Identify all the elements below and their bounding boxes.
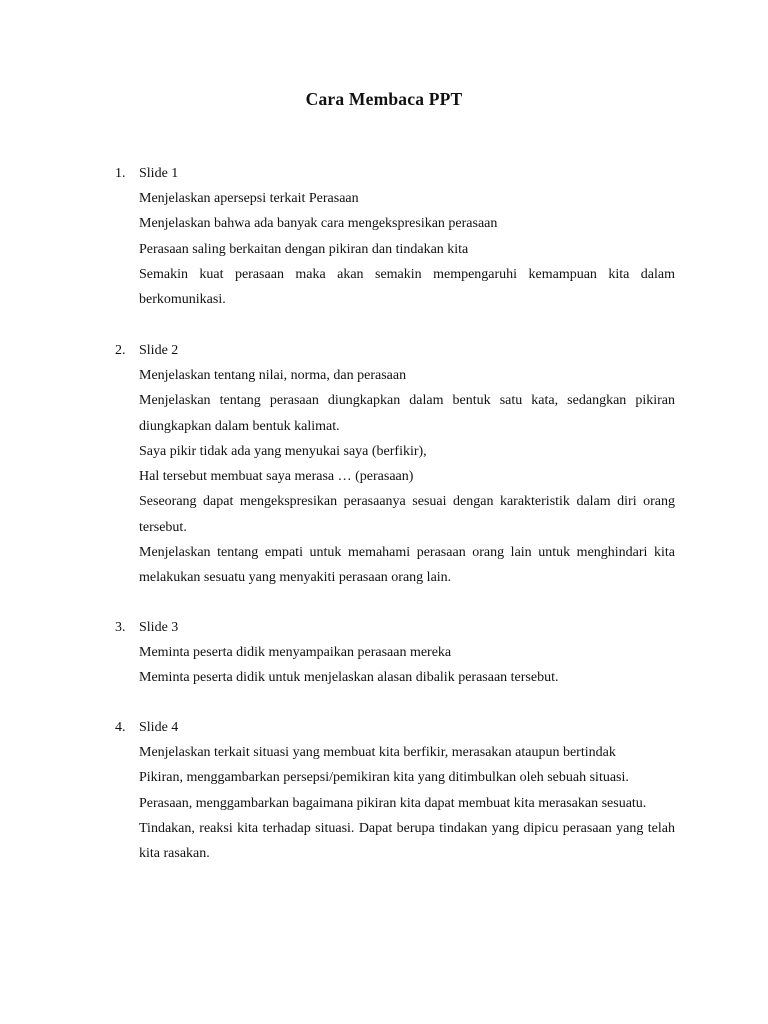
- list-item-label: Slide 4: [139, 720, 179, 735]
- paragraph: Perasaan, menggambarkan bagaimana pikiran kita dapat membuat kita merasakan sesuatu.: [139, 795, 647, 811]
- list-item-number: 4.: [115, 720, 126, 735]
- list-item-header: [115, 715, 675, 740]
- paragraph: Pikiran, menggambarkan persepsi/pemikiran kita yang ditimbulkan oleh sebuah situasi.: [139, 770, 629, 786]
- list-item-header: [115, 161, 675, 186]
- paragraph: Seseorang dapat mengekspresikan perasaanya sesuai dengan karakteristik dalam diri orang tersebut.: [139, 494, 675, 535]
- list-item-slide-3: [115, 615, 675, 691]
- list-item-slide-1: [115, 161, 675, 312]
- list-item-label: Slide 2: [139, 343, 179, 358]
- document-title: Cara Membaca PPT: [305, 89, 463, 109]
- list-item-number: 2.: [115, 343, 126, 358]
- paragraph: Menjelaskan tentang nilai, norma, dan perasaan: [139, 368, 407, 383]
- paragraph: Saya pikir tidak ada yang menyukai saya (berfikir),: [139, 443, 427, 459]
- paragraph: Semakin kuat perasaan maka akan semakin mempengaruhi kemampuan kita dalam berkomunikasi.: [139, 266, 675, 308]
- list-item-slide-2: [115, 338, 675, 591]
- paragraph: Hal tersebut membuat saya merasa … (perasaan): [139, 469, 414, 485]
- list-item-label: Slide 1: [139, 166, 179, 181]
- paragraph: Perasaan saling berkaitan dengan pikiran dan tindakan kita: [139, 241, 469, 257]
- paragraph: Meminta peserta didik untuk menjelaskan alasan dibalik perasaan tersebut.: [139, 670, 559, 686]
- paragraph: Menjelaskan bahwa ada banyak cara mengekspresikan perasaan: [139, 216, 498, 232]
- paragraph: Menjelaskan apersepsi terkait Perasaan: [139, 191, 359, 206]
- paragraph: Menjelaskan tentang perasaan diungkapkan dalam bentuk satu kata, sedangkan pikiran diungkapkan dalam bentuk kalimat.: [139, 393, 675, 434]
- list-item-number: 1.: [115, 166, 126, 181]
- list-item-slide-4: [115, 715, 675, 866]
- list-item-label: Slide 3: [139, 620, 179, 635]
- list-item-header: [115, 338, 675, 363]
- paragraph: Tindakan, reaksi kita terhadap situasi. Dapat berupa tindakan yang dipicu perasaan yang telah kita rasakan.: [139, 820, 675, 862]
- paragraph: Meminta peserta didik menyampaikan perasaan mereka: [139, 645, 452, 660]
- list-item-number: 3.: [115, 620, 126, 635]
- list-item-header: [115, 615, 675, 640]
- paragraph: Menjelaskan terkait situasi yang membuat kita berfikir, merasakan ataupun bertindak: [139, 745, 616, 760]
- paragraph: Menjelaskan tentang empati untuk memahami perasaan orang lain untuk menghindari kita melakukan sesuatu yang menyakiti perasaan orang lain.: [139, 545, 675, 586]
